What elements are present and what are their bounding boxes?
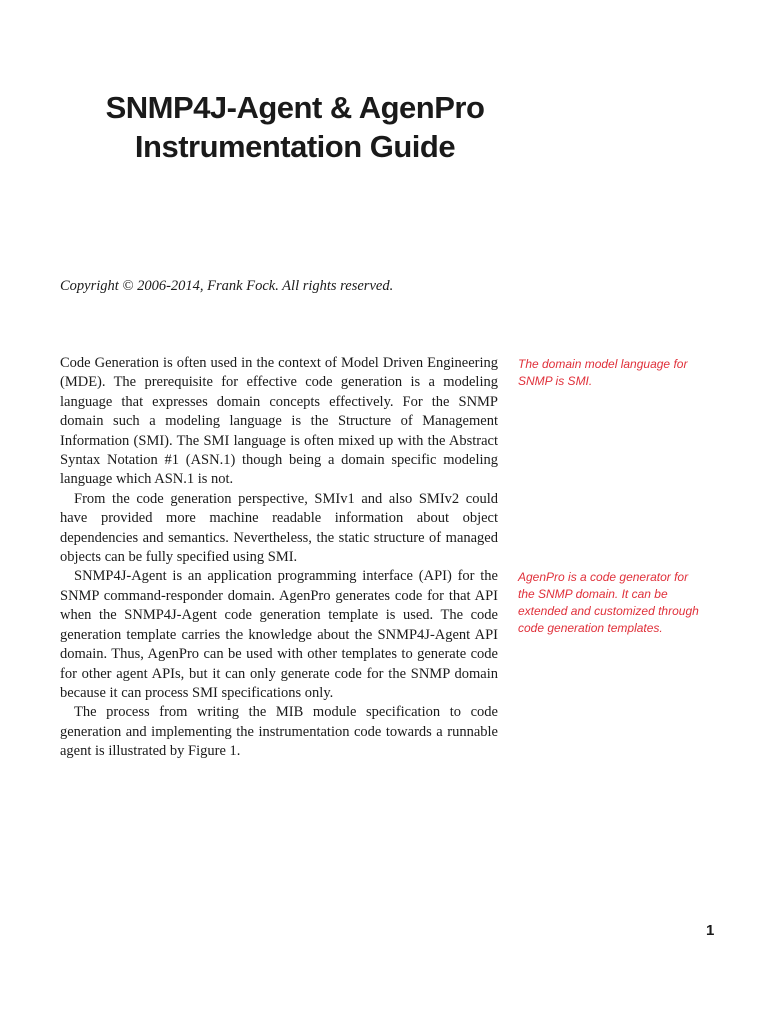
title-line-1: SNMP4J-Agent & AgenPro (105, 90, 485, 125)
document-title (60, 88, 530, 166)
paragraph-2: From the code generation perspective, SMIv1 and also SMIv2 could have provided more machine readable information about object dependencies and semantics. Nevertheless, the static structure of managed objects can be fully specified using SMI. (60, 490, 498, 566)
page-number: 1 (706, 922, 715, 939)
margin-note-smi: The domain model language for SNMP is SMI. (518, 357, 688, 388)
margin-note-agenpro: AgenPro is a code generator for the SNMP domain. It can be extended and customized through code generation templates. (518, 570, 699, 635)
paragraph-4: The process from writing the MIB module specification to code generation and implementing the instrumentation code towards a runnable agent is illustrated by Figure 1. (60, 704, 498, 760)
paragraph-1: Code Generation is often used in the context of Model Driven Engineering (MDE). The prerequisite for effective code generation is a modeling language that expresses domain concepts effectively. For the SNMP domain such a modeling language is the Structure of Management Information (SMI). The SMI language is often mixed up with the Abstract Syntax Notation #1 (ASN.1) though being a domain specific modeling language which ASN.1 is not. (60, 355, 498, 488)
copyright-notice: Copyright © 2006-2014, Frank Fock. All rights reserved. (60, 278, 394, 294)
title-line-2: Instrumentation Guide (134, 129, 456, 164)
body-text (60, 354, 498, 762)
paragraph-3: SNMP4J-Agent is an application programming interface (API) for the SNMP command-responder domain. AgenPro generates code for that API when the SNMP4J-Agent code generation template is used. The code generation template carries the knowledge about the SNMP4J-Agent API domain. Thus, AgenPro can be used with other templates to generate code for other agent APIs, but it can only generate code for the SNMP domain because it can process SMI specifications only. (60, 568, 498, 701)
